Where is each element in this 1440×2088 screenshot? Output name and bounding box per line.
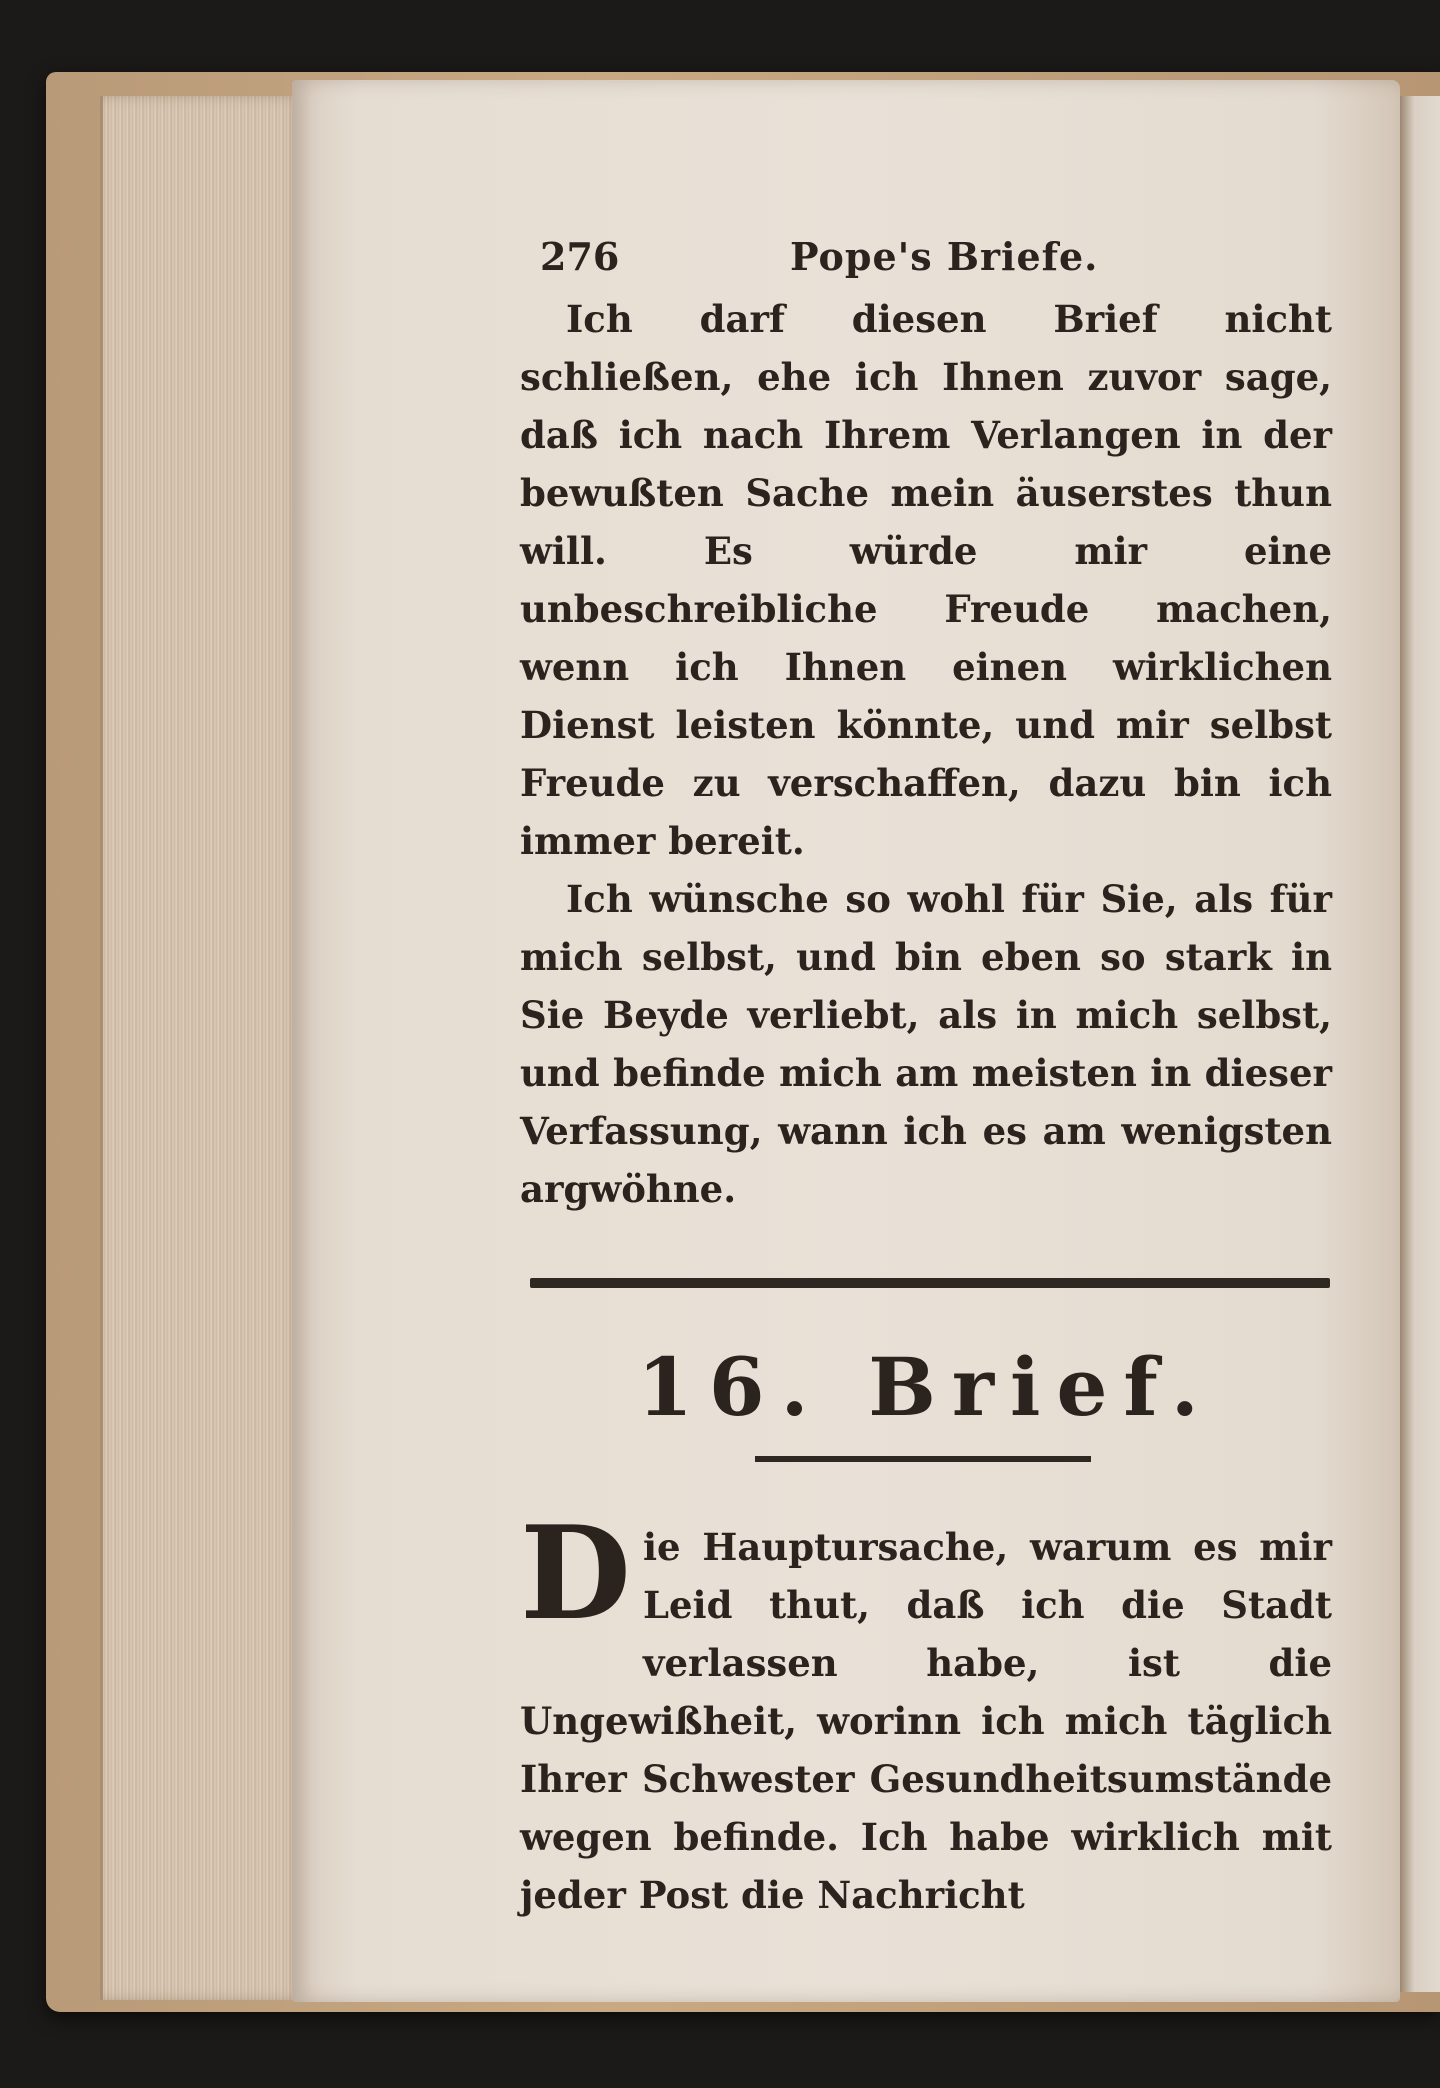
facing-page-edge (1400, 96, 1440, 1992)
running-title: Pope's Briefe. (790, 234, 1099, 279)
paragraph-1: Ich darf diesen Brief nicht schließen, ehe ich Ihnen zuvor sage, daß ich nach Ihrem Verlangen in der bewußten Sache mein äuserstes thun will. Es würde mir eine unbeschreibliche Freude machen, wenn ich Ihnen einen wirklichen Dienst leisten könnte, und mir selbst Freude zu verschaffen, dazu bin ich immer bereit. (520, 297, 1332, 863)
page-edges (100, 96, 303, 2000)
paragraph-2: Ich wünsche so wohl für Sie, als für mich selbst, und bin eben so stark in Sie Beyde verliebt, als in mich selbst, und befinde mich am meisten in dieser Verfassung, wann ich es am wenigsten argwöhne. (520, 877, 1332, 1211)
page-content (520, 230, 1332, 1924)
running-head (520, 230, 1332, 290)
letter-body (520, 1499, 1332, 1924)
letter-heading: 16. Brief. (637, 1340, 1215, 1434)
page-number: 276 (540, 234, 620, 279)
drop-cap: D (520, 1499, 631, 1649)
heading-underline (755, 1456, 1091, 1462)
letter-text: ie Hauptursache, warum es mir Leid thut, daß ich die Stadt verlassen habe, ist die Ungewißheit, worinn ich mich täglich Ihrer Schwester Gesundheitsumstände wegen befinde. Ich habe wirklich mit jeder Post die Nachricht (520, 1525, 1332, 1917)
section-divider (530, 1278, 1330, 1288)
